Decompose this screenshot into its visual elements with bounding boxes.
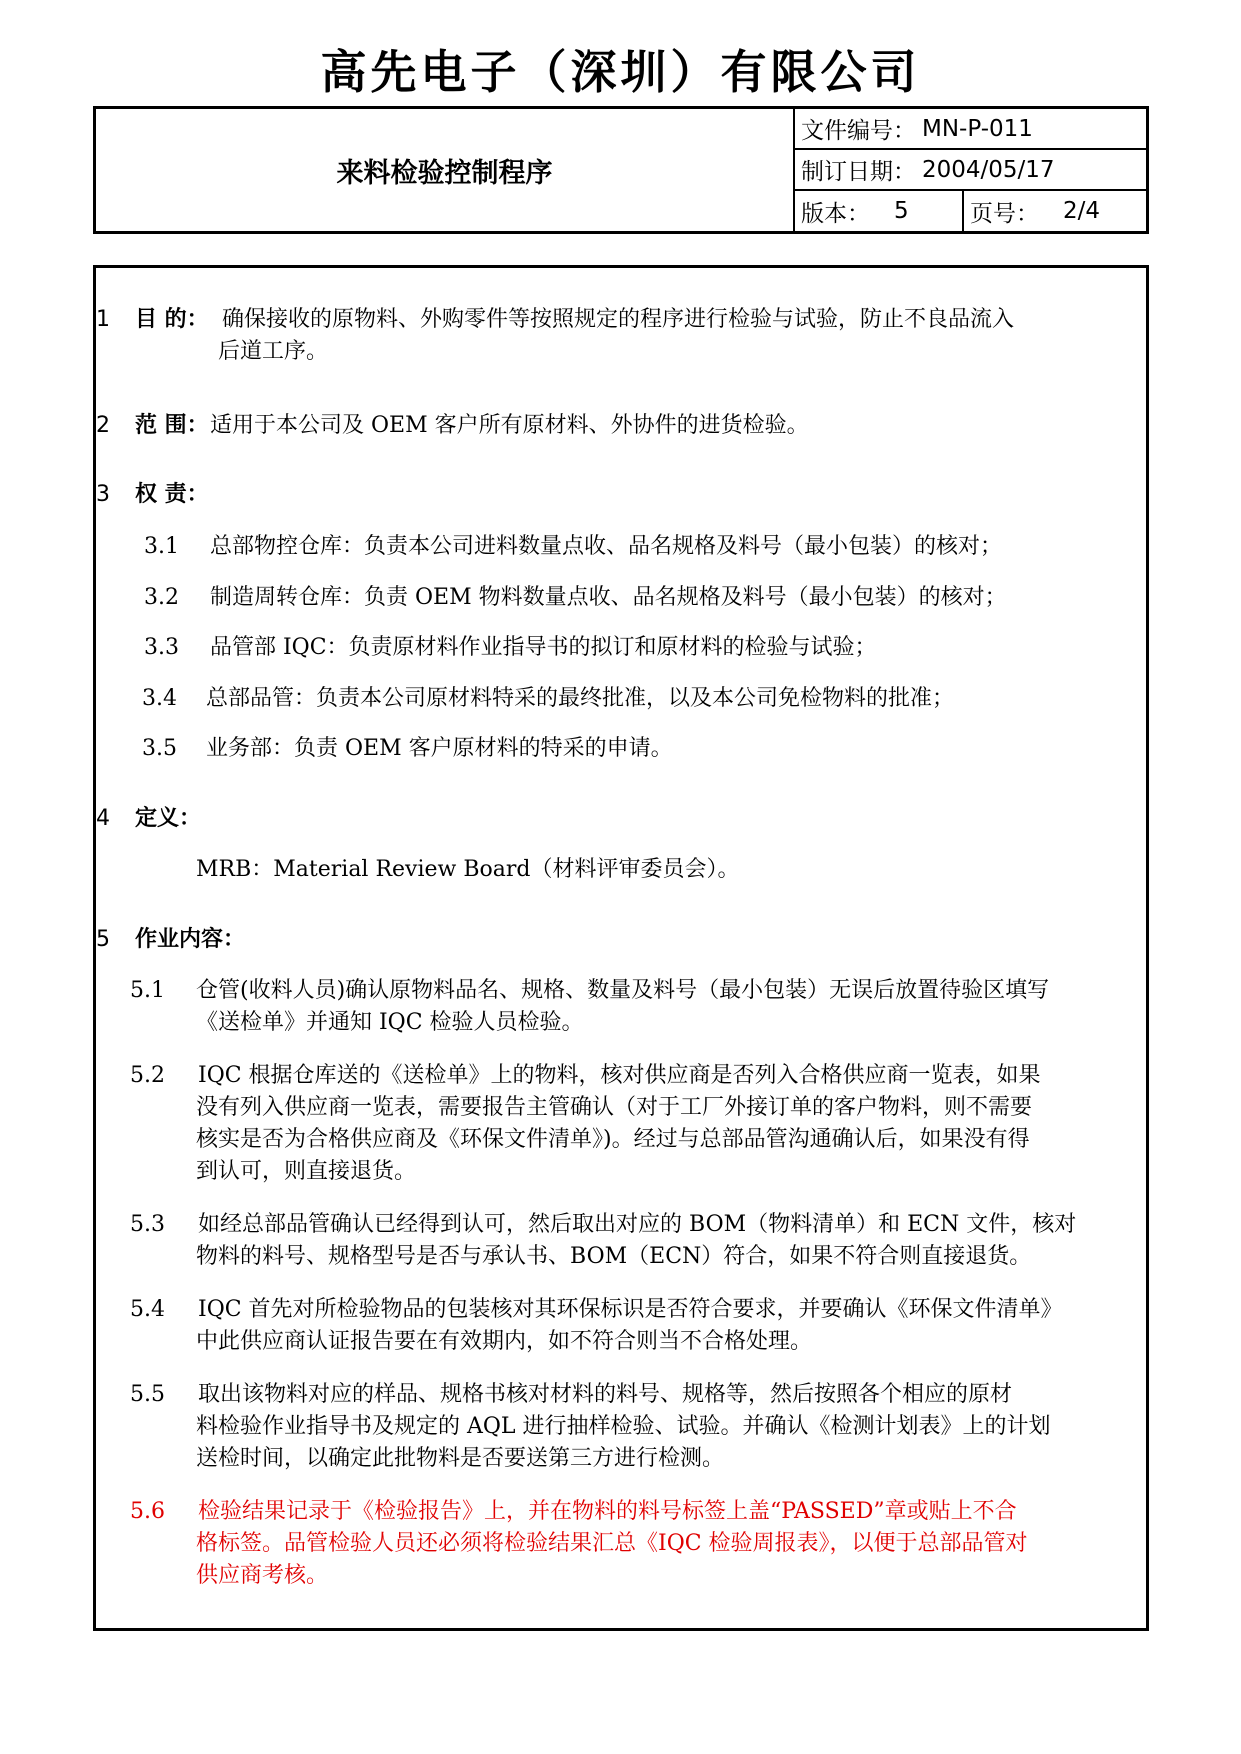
company-name: 高先电子（深圳）有限公司 bbox=[320, 45, 921, 99]
doc-number-row bbox=[795, 109, 1146, 150]
section-3-item-number: 3.4 bbox=[142, 686, 177, 711]
section-5-item-line: 仓管(收料人员)确认原物料品名、规格、数量及料号（最小包装）无误后放置待验区填写 bbox=[196, 978, 1050, 1003]
section-5-item-line: 中此供应商认证报告要在有效期内，如不符合则当不合格处理。 bbox=[196, 1329, 813, 1354]
section-5-item-line: 如经总部品管确认已经得到认可，然后取出对应的 BOM（物料清单）和 ECN 文件，核对 bbox=[198, 1212, 1077, 1237]
section-5-item-line-highlighted: 检验结果记录于《检验报告》上，并在物料的料号标签上盖“PASSED”章或贴上不合 bbox=[198, 1499, 1017, 1524]
section-1-number: 1 bbox=[96, 307, 110, 332]
document-body-frame bbox=[93, 265, 1149, 1631]
section-5-item-line: 物料的料号、规格型号是否与承认书、BOM（ECN）符合，如果不符合则直接退货。 bbox=[196, 1244, 1032, 1269]
section-4-heading: 定义： bbox=[135, 806, 202, 831]
section-5-item-number: 5.4 bbox=[130, 1297, 165, 1322]
section-1-heading: 目 的： bbox=[135, 307, 209, 332]
document-header bbox=[93, 106, 1149, 234]
page-cell bbox=[964, 191, 1100, 231]
section-5-item-line-highlighted: 供应商考核。 bbox=[196, 1563, 329, 1588]
section-5-item-line: 到认可，则直接退货。 bbox=[196, 1159, 417, 1184]
section-5-item-number-highlighted: 5.6 bbox=[130, 1499, 165, 1524]
section-2-number: 2 bbox=[96, 413, 110, 438]
section-3-item-number: 3.1 bbox=[144, 534, 179, 559]
version-page-row bbox=[795, 191, 1146, 231]
section-2-text: 适用于本公司及 OEM 客户所有原材料、外协件的进货检验。 bbox=[210, 413, 809, 438]
version-value: 5 bbox=[894, 198, 909, 224]
section-3-item-number: 3.3 bbox=[144, 635, 179, 660]
section-5-heading: 作业内容： bbox=[135, 927, 246, 952]
doc-number-label: 文件编号： bbox=[801, 118, 916, 144]
section-5-item-line: 料检验作业指导书及规定的 AQL 进行抽样检验、试验。并确认《检测计划表》上的计划 bbox=[196, 1414, 1051, 1439]
section-3-item-text: 总部物控仓库：负责本公司进料数量点收、品名规格及料号（最小包装）的核对； bbox=[210, 534, 1003, 559]
section-3-item-text: 制造周转仓库：负责 OEM 物料数量点收、品名规格及料号（最小包装）的核对； bbox=[210, 585, 1007, 610]
section-3-heading: 权 责： bbox=[135, 482, 209, 507]
section-5-item-number: 5.2 bbox=[130, 1063, 165, 1088]
section-3-number: 3 bbox=[96, 482, 110, 507]
issue-date-label: 制订日期： bbox=[801, 159, 916, 185]
section-3-item-text: 总部品管：负责本公司原材料特采的最终批准，以及本公司免检物料的批准； bbox=[206, 686, 955, 711]
version-label: 版本： bbox=[801, 200, 870, 227]
issue-date-row bbox=[795, 150, 1146, 191]
section-3-item-text: 业务部：负责 OEM 客户原材料的特采的申请。 bbox=[206, 736, 673, 761]
section-5-item-line: 核实是否为合格供应商及《环保文件清单》)。经过与总部品管沟通确认后，如果没有得 bbox=[196, 1127, 1030, 1152]
section-2-heading: 范 围： bbox=[135, 413, 209, 438]
section-3-item-number: 3.2 bbox=[144, 585, 179, 610]
section-3-item-text: 品管部 IQC：负责原材料作业指导书的拟订和原材料的检验与试验； bbox=[210, 635, 877, 660]
section-5-item-number: 5.5 bbox=[130, 1382, 165, 1407]
issue-date-value: 2004/05/17 bbox=[922, 156, 1055, 183]
page-value: 2/4 bbox=[1063, 198, 1101, 224]
section-3-item-number: 3.5 bbox=[142, 736, 177, 761]
version-cell bbox=[795, 191, 964, 231]
section-5-item-line: 《送检单》并通知 IQC 检验人员检验。 bbox=[196, 1010, 584, 1035]
section-5-item-line: 取出该物料对应的样品、规格书核对材料的料号、规格等，然后按照各个相应的原材 bbox=[198, 1382, 1013, 1407]
section-4-number: 4 bbox=[96, 806, 110, 831]
section-1-text-line-1: 确保接收的原物料、外购零件等按照规定的程序进行检验与试验，防止不良品流入 bbox=[222, 307, 1015, 332]
section-5-item-line: IQC 根据仓库送的《送检单》上的物料，核对供应商是否列入合格供应商一览表，如果 bbox=[198, 1063, 1041, 1088]
doc-number-value: MN-P-011 bbox=[922, 115, 1033, 142]
section-5-item-line: 没有列入供应商一览表，需要报告主管确认（对于工厂外接订单的客户物料，则不需要 bbox=[196, 1095, 1033, 1120]
section-5-item-line: 送检时间，以确定此批物料是否要送第三方进行检测。 bbox=[196, 1446, 725, 1471]
section-1-text-line-2: 后道工序。 bbox=[218, 339, 329, 364]
document-meta-table bbox=[793, 109, 1146, 231]
section-5-item-number: 5.1 bbox=[130, 978, 165, 1003]
section-5-number: 5 bbox=[96, 927, 110, 952]
page-label: 页号： bbox=[970, 200, 1039, 227]
section-5-item-line-highlighted: 格标签。品管检验人员还必须将检验结果汇总《IQC 检验周报表》，以便于总部品管对 bbox=[196, 1531, 1028, 1556]
section-4-definition: MRB：Material Review Board（材料评审委员会）。 bbox=[196, 857, 740, 882]
section-5-item-line: IQC 首先对所检验物品的包装核对其环保标识是否符合要求，并要确认《环保文件清单》 bbox=[198, 1297, 1063, 1322]
document-title: 来料检验控制程序 bbox=[336, 157, 553, 189]
section-5-item-number: 5.3 bbox=[130, 1212, 165, 1237]
